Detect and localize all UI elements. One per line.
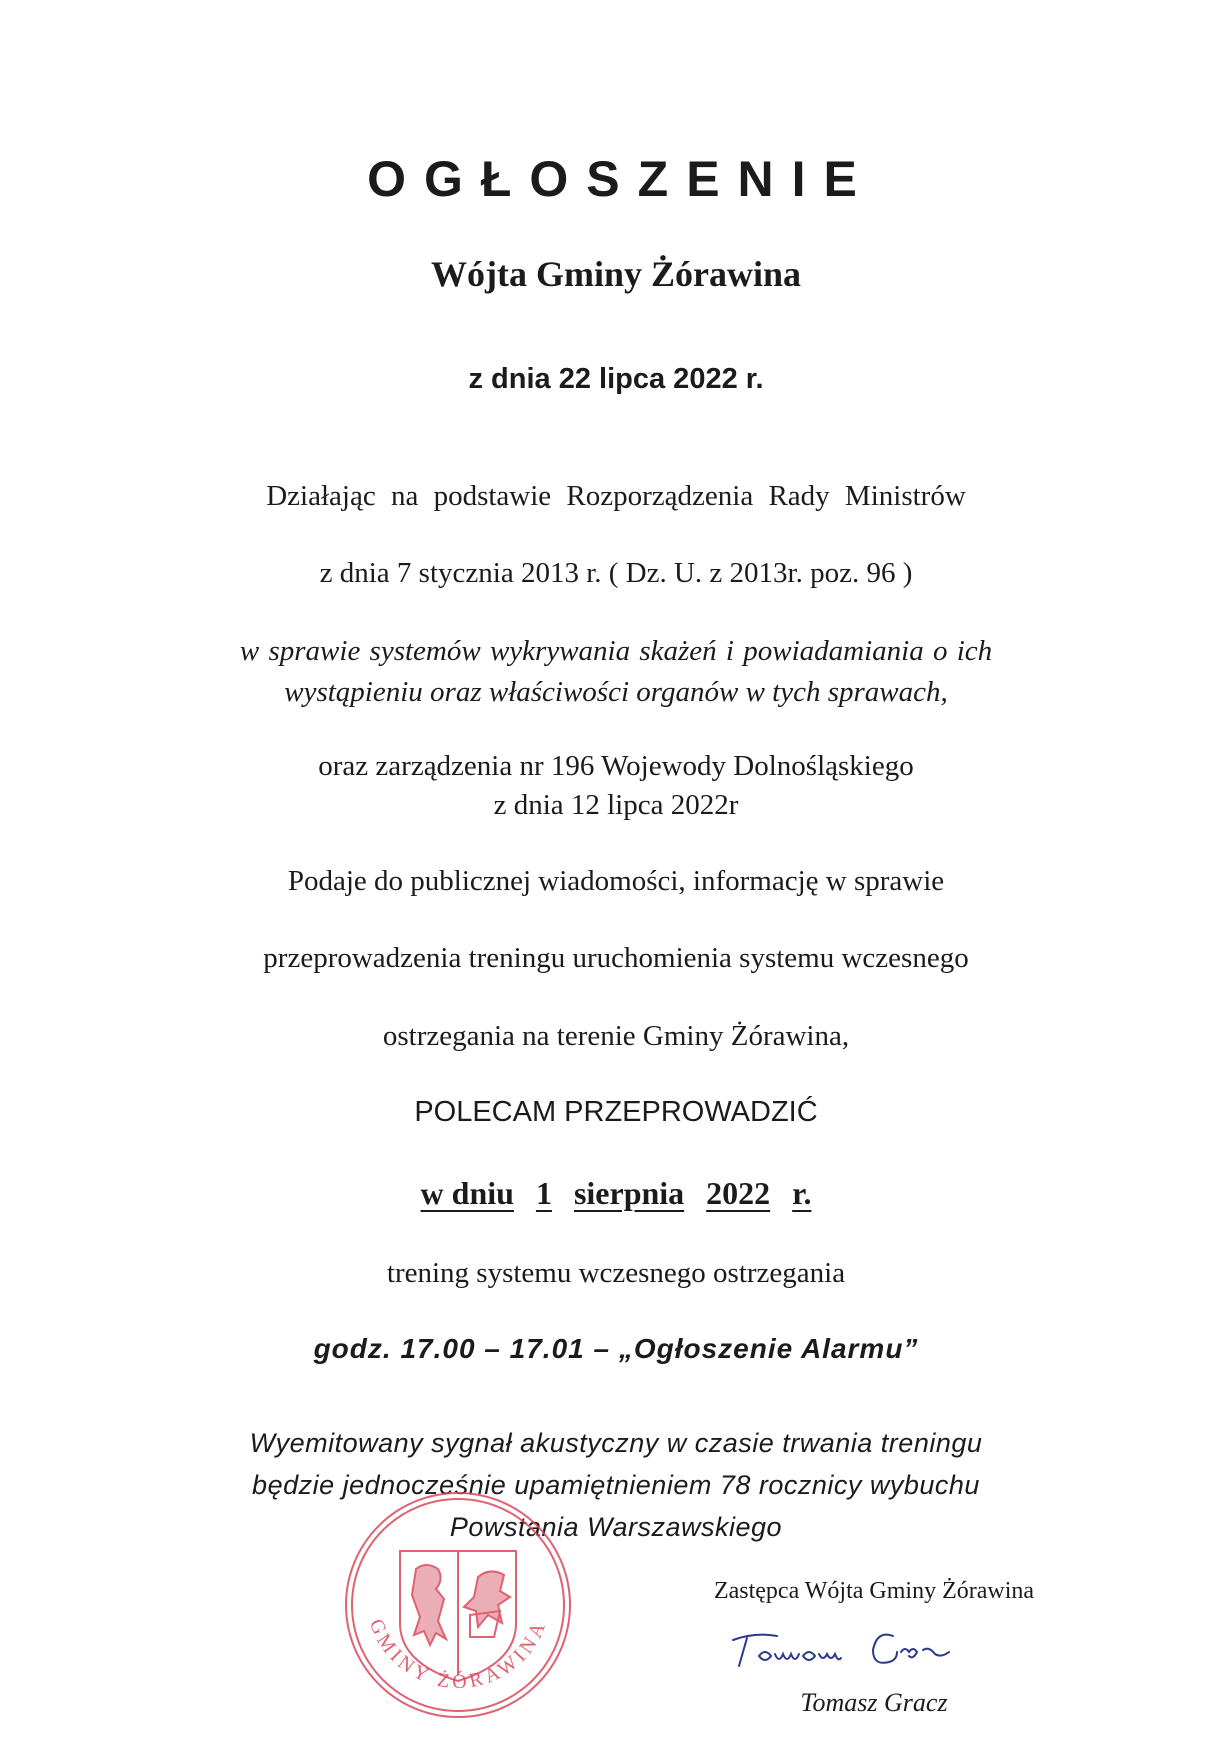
event-date-day: 1 <box>535 1175 552 1211</box>
legal-basis-line: Działając na podstawie Rozporządzenia Rady Ministrów <box>266 480 966 512</box>
event-date-month: sierpnia <box>573 1175 685 1211</box>
issue-date: z dnia 22 lipca 2022 r. <box>468 363 764 395</box>
alarm-time: godz. 17.00 – 17.01 – „Ogłoszenie Alarmu” <box>313 1333 919 1364</box>
note-line: Wyemitowany sygnał akustyczny w czasie trwania treningu <box>249 1428 983 1458</box>
event-date-year: 2022 <box>706 1175 771 1211</box>
announcement-line: ostrzegania na terenie Gminy Żórawina, <box>382 1020 850 1052</box>
subject-line: w sprawie systemów wykrywania skażeń i powiadamiania o ich <box>239 635 993 667</box>
handwritten-signature <box>725 1622 975 1682</box>
document-title: OGŁOSZENIE <box>367 151 875 207</box>
signatory-role: Zastępca Wójta Gminy Żórawina <box>713 1578 1035 1604</box>
subject-line: wystąpieniu oraz właściwości organów w tych sprawach, <box>284 676 948 708</box>
legal-basis-line: z dnia 7 stycznia 2013 r. ( Dz. U. z 2013r. poz. 96 ) <box>319 557 913 589</box>
note-line: będzie jednocześnie upamiętnieniem 78 rocznicy wybuchu <box>252 1470 980 1500</box>
announcement-line: przeprowadzenia treningu uruchomienia systemu wczesnego <box>263 942 969 974</box>
event-date-prefix: w dniu <box>420 1175 514 1211</box>
note-line: Powstania Warszawskiego <box>449 1512 783 1542</box>
order-line: z dnia 12 lipca 2022r <box>493 789 739 821</box>
announcement-line: Podaje do publicznej wiadomości, informację w sprawie <box>287 865 945 897</box>
stamp-text: GMINY ŻÓRAWINA <box>364 1615 552 1694</box>
signatory-name: Tomasz Gracz <box>800 1688 948 1717</box>
event-date <box>0 1175 1232 1212</box>
directive: POLECAM PRZEPROWADZIĆ <box>414 1096 818 1128</box>
official-stamp <box>338 1485 578 1725</box>
event-date-suffix: r. <box>792 1175 812 1211</box>
document-subtitle: Wójta Gminy Żórawina <box>430 254 801 294</box>
event-name: trening systemu wczesnego ostrzegania <box>386 1257 846 1289</box>
order-line: oraz zarządzenia nr 196 Wojewody Dolnośląskiego <box>318 750 914 782</box>
